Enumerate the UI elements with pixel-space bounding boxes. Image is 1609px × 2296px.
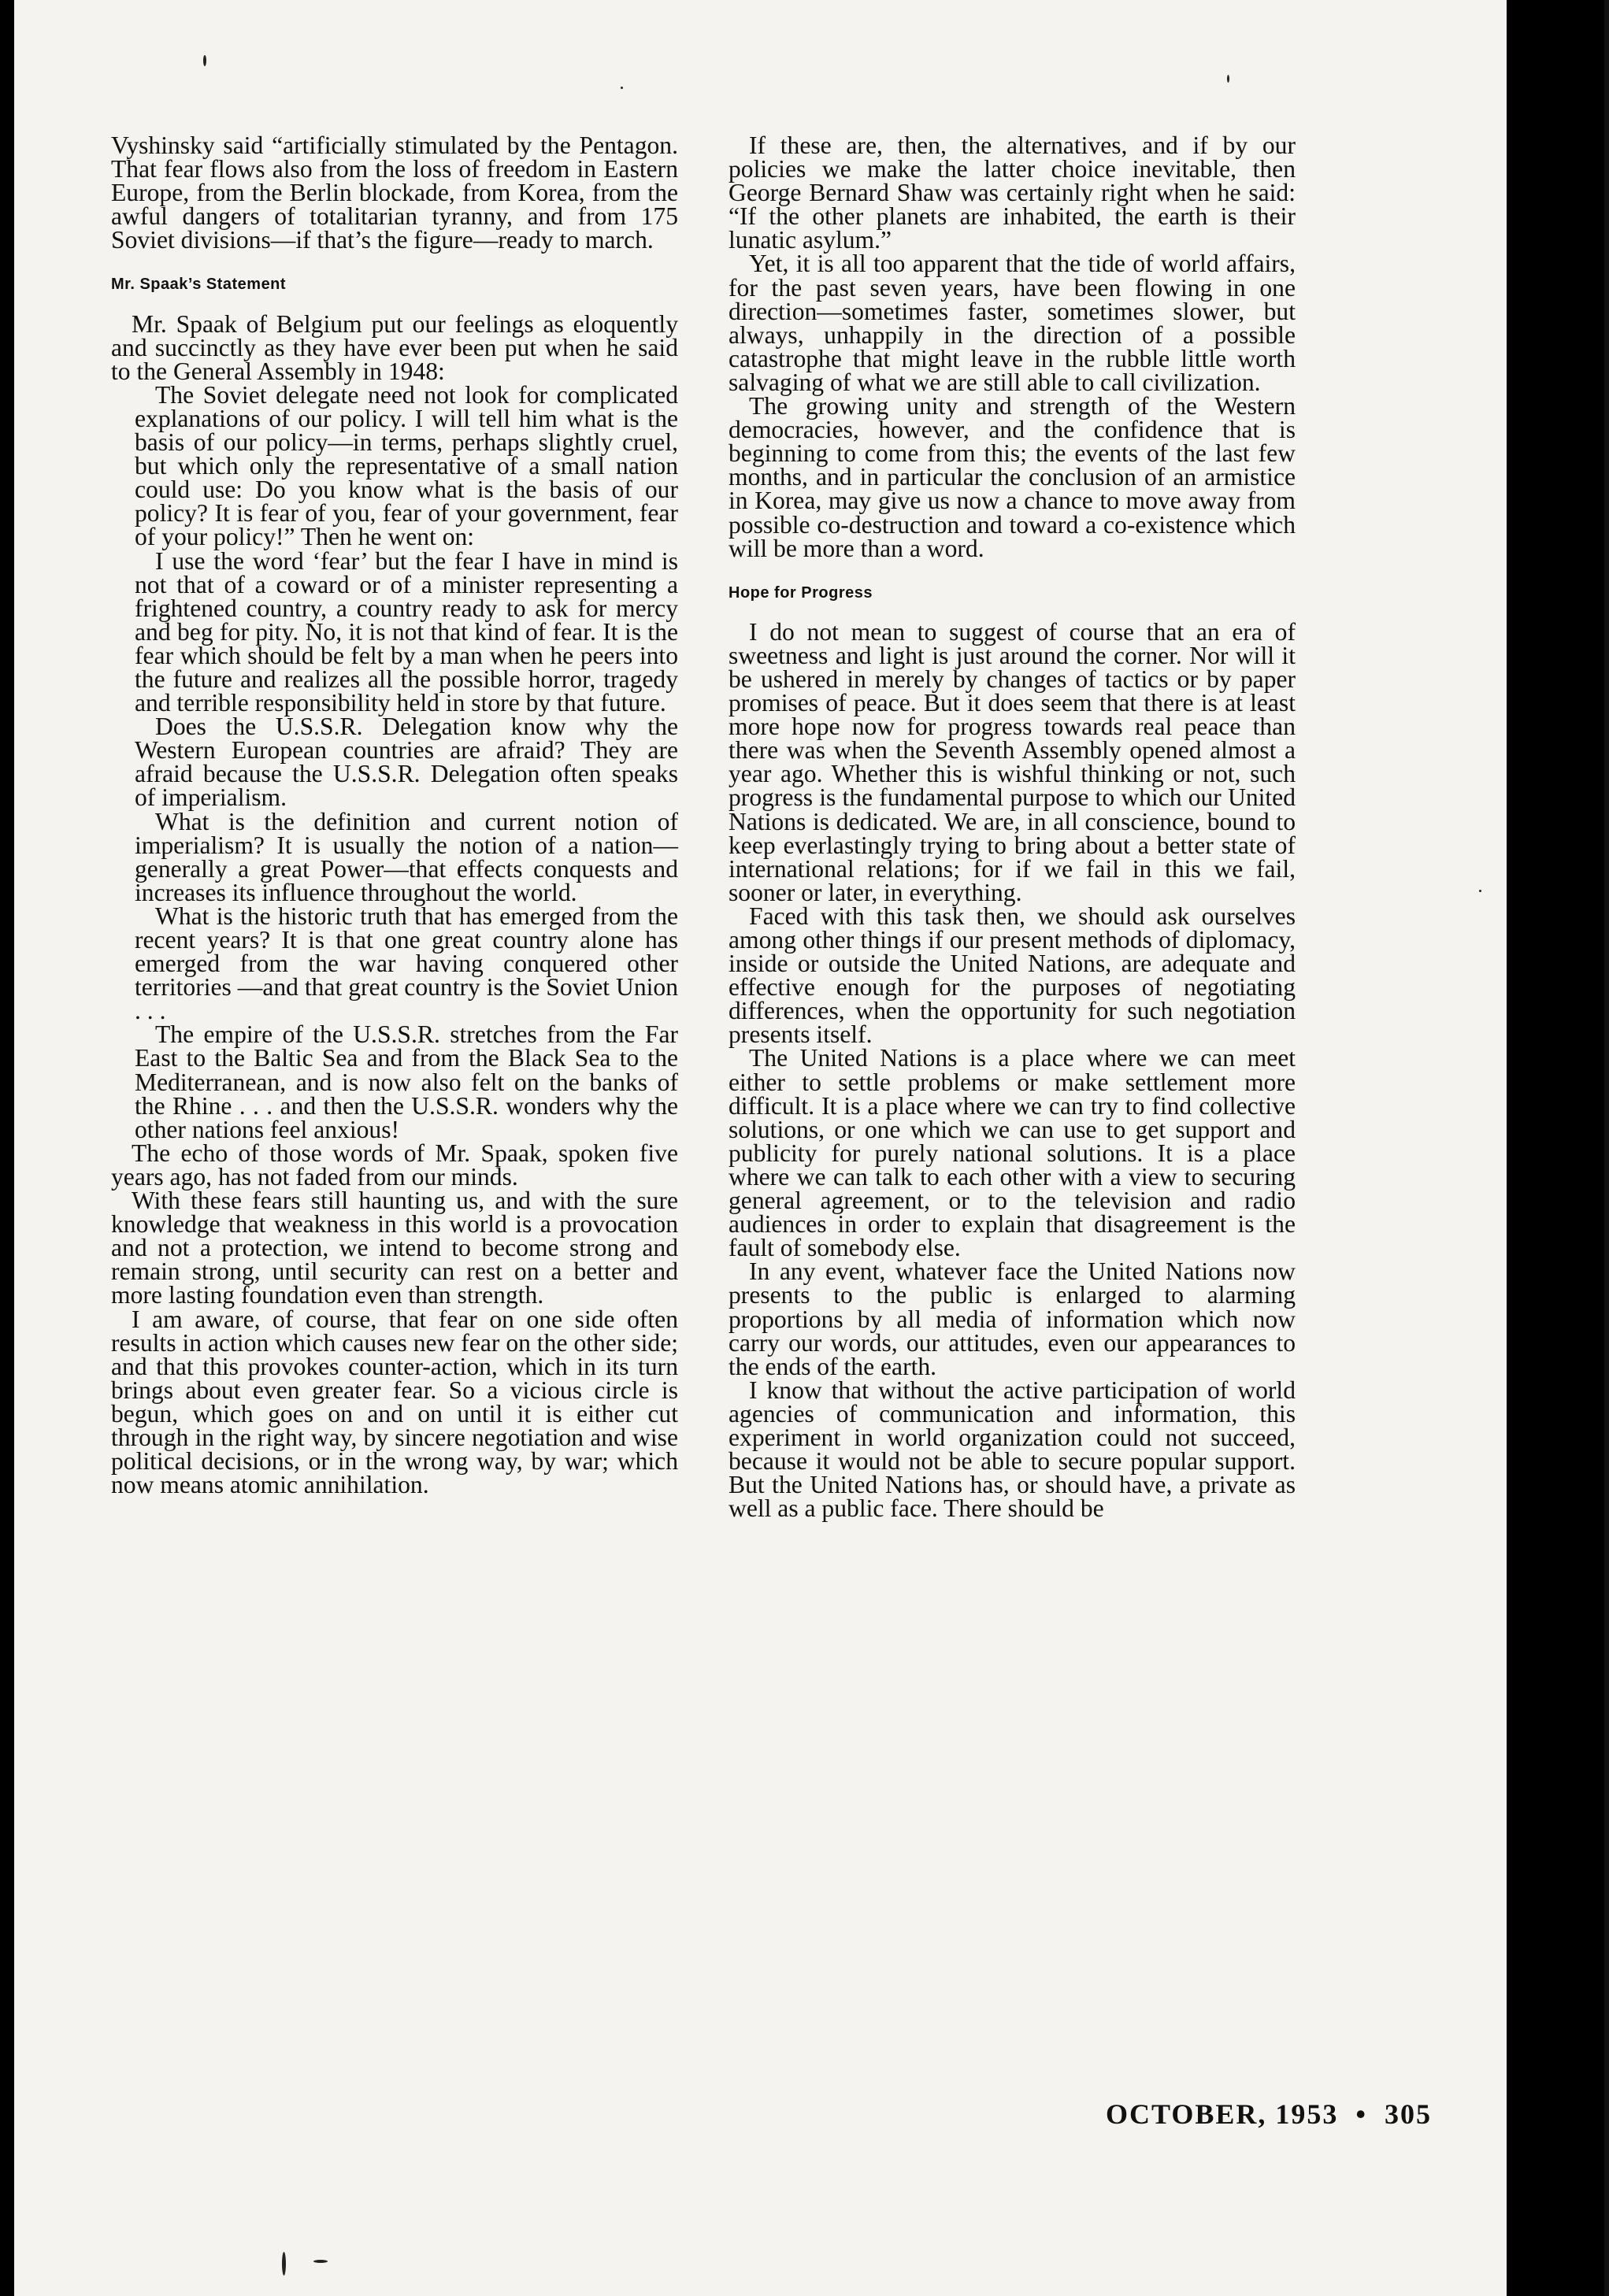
magazine-page [14, 0, 1507, 2296]
paragraph: If these are, then, the alternatives, and if by our policies we make the latter choice inevitable, then George Bernard Shaw was certainly right when he said: “If the other planets are inhabited, the earth is their lunatic asylum.” [728, 131, 1296, 254]
scan-border [1604, 0, 1609, 2296]
quoted-paragraph: What is the historic truth that has emerged from the recent years? It is that one great country alone has emerged from the war having conquered other territories —and that great country is the Soviet Union . . . [135, 902, 678, 1025]
quoted-paragraph: I use the word ‘fear’ but the fear I have in mind is not that of a coward or of a minister representing a frightened country, a country ready to ask for mercy and beg for pity. No, it is not that kind of fear. It is the fear which should be felt by a man when he peers into the future and realizes all the possible horror, tragedy and terrible responsibility held in store by that future. [135, 546, 678, 717]
quoted-paragraph: The Soviet delegate need not look for complicated explanations of our policy. I will tell him what is the basis of our policy—in terms, perhaps slightly cruel, but which only the representative of a small nation could use: Do you know what is the basis of our policy? It is fear of you, fear of your government, fear of your policy!” Then he went on: [135, 380, 678, 551]
paragraph: Faced with this task then, we should ask ourselves among other things if our present methods of diplomacy, inside or outside the United Nations, are adequate and effective enough for the purposes of negotiating differences, when the opportunity for such negotiation presents itself. [728, 902, 1296, 1049]
paragraph: The echo of those words of Mr. Spaak, spoken five years ago, has not faded from our minds. [111, 1139, 678, 1191]
quoted-paragraph: What is the definition and current notion of imperialism? It is usually the notion of a nation—generally a great Power—that effects conquests and increases its influence throughout the world. [135, 807, 678, 906]
quoted-paragraph: The empire of the U.S.S.R. stretches from the Far East to the Baltic Sea and from the Black Sea to the Mediterranean, and is now also felt on the banks of the Rhine . . . and then the U.S.S.R. wonders why the other nations feel anxious! [135, 1020, 678, 1143]
paragraph: I am aware, of course, that fear on one side often results in action which causes new fear on the other side; and that this provokes counter-action, which in its turn brings about even greater fear. So a vicious circle is begun, which goes on and on until it is either cut through in the right way, by sincere negotiation and wise political decisions, or in the wrong way, by war; which now means atomic annihilation. [111, 1305, 678, 1499]
paragraph: Vyshinsky said “artificially stimulated by the Pentagon. That fear flows also from the loss of freedom in Eastern Europe, from the Berlin blockade, from Korea, from the awful dangers of totalitarian tyranny, and from 175 Soviet divisions—if that’s the figure—ready to march. [111, 131, 678, 254]
paragraph: With these fears still haunting us, and with the sure knowledge that weakness in this world is a provocation and not a protection, we intend to become strong and remain strong, until security can rest on a better and more lasting foundation even than strength. [111, 1187, 678, 1309]
scan-speck [282, 2252, 286, 2276]
scan-speck [621, 87, 623, 89]
paragraph: In any event, whatever face the United Nations now presents to the public is enlarged to alarming proportions by all media of information which now carry our words, our attitudes, even our appearances to the ends of the earth. [728, 1257, 1296, 1380]
paragraph: I do not mean to suggest of course that an era of sweetness and light is just around the corner. Nor will it be ushered in merely by changes of tactics or by paper promises of peace. But it does seem that there is at least more hope now for progress towards real peace than there was when the Seventh Assembly opened almost a year ago. Whether this is wishful thinking or not, such progress is the fundamental purpose to which our United Nations is dedicated. We are, in all conscience, bound to keep everlastingly trying to bring about a better state of international relations; for if we fail in this we fail, sooner or later, in everything. [728, 617, 1296, 906]
scan-speck [203, 55, 206, 66]
scan-speck [1479, 890, 1481, 892]
paragraph: Yet, it is all too apparent that the tide of world affairs, for the past seven years, have been flowing in one direction—sometimes faster, sometimes slower, but always, unhappily in the direction of a possible catastrophe that might leave in the rubble little worth salvaging of what we are still able to call civilization. [728, 250, 1296, 396]
right-column [728, 131, 1296, 1523]
section-heading: Mr. Spaak’s Statement [111, 276, 287, 294]
issue-date: OCTOBER, 1953 [1106, 2098, 1339, 2130]
footer-bullet: • [1355, 2098, 1367, 2130]
paragraph: I know that without the active participation of world agencies of communication and information, this experiment in world organization could not succeed, because it would not be able to secure popular support. But the United Nations has, or should have, a private as well as a public face. There should be [728, 1376, 1296, 1523]
paragraph: The growing unity and strength of the Western democracies, however, and the confidence that is beginning to come from this; the events of the last few months, and in particular the conclusion of an armistice in Korea, may give us now a chance to move away from possible co-destruction and toward a co-existence which will be more than a word. [728, 392, 1296, 562]
section-heading: Hope for Progress [728, 583, 873, 602]
paragraph: Mr. Spaak of Belgium put our feelings as eloquently and succinctly as they have ever been put when he said to the General Assembly in 1948: [111, 309, 678, 385]
quoted-paragraph: Does the U.S.S.R. Delegation know why the Western European countries are afraid? They are afraid because the U.S.S.R. Delegation often speaks of imperialism. [135, 713, 678, 812]
page-footer [865, 2098, 1432, 2131]
left-column [111, 131, 678, 1499]
scan-speck [313, 2260, 328, 2263]
scan-speck [1227, 75, 1229, 83]
paragraph: The United Nations is a place where we can meet either to settle problems or make settlement more difficult. It is a place where we can try to find collective solutions, or one which we can use to get support and publicity for purely national solutions. It is a place where we can talk to each other with a view to securing general agreement, or to the television and radio audiences in order to explain that disagreement is the fault of somebody else. [728, 1044, 1296, 1262]
page-number: 305 [1385, 2098, 1432, 2130]
